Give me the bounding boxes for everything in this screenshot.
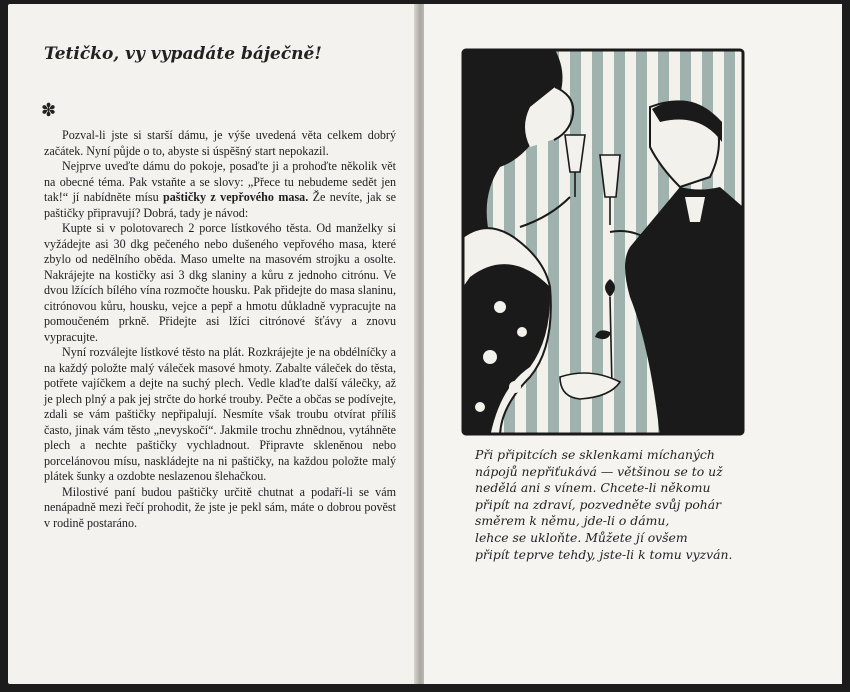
body-text-run: Že nevíte, jak se paštičky připravují? Dobrá, tady je návod: xyxy=(44,190,396,220)
body-text-run: Nejprve uveďte dámu do pokoje, posaďte ji a prohoďte několik vět na obecné téma. Pak vstaňte a se slovy: „Přece tu nebudeme sedět jen tak!“ jí nabídněte mísu xyxy=(44,159,396,204)
caption-line: připít teprve tehdy, jste-li k tomu vyzván. xyxy=(475,546,733,562)
body-paragraph xyxy=(44,159,396,221)
body-text-run: Kupte si v polotovarech 2 porce lístkového těsta. Od manželky si vyžádejte asi 30 dkg pečeného nebo dušeného vepřového masa, které zbylo od nedělního oběda. Maso umelte na masovém strojku a osolte. Nakrájejte na kostičky asi 3 dkg slaniny a kůru z jednoho citrónu. Ve dvou lžících bílého vína rozmočte housku. Pak přidejte do masa slaninu, citrónovou kůru, housku, vejce a pepř a hmotu důkladně vypracujte na pomoučeném prkně. Přidejte asi lžíci citrónové šťávy a znovu vypracujte. xyxy=(44,221,396,344)
body-text-run: Nyní rozválejte lístkové těsto na plát. Rozkrájejte je na obdélníčky a na každý položte malý váleček masové hmoty. Zabalte váleček do těsta, potřete vajíčkem a dejte na suchý plech. Vedle klaďte další válečky, až je plech plný a pak jej strčte do horké trouby. Pečte a občas se podívejte, zdali se vám paštičky nepřipalují. Nesmíte však troubu otvírat příliš často, jinak vám těsto „nevyskočí“. Jakmile trochu zhnědnou, vytáhněte plech a nechte paštičky vychladnout. Připravte skleněnou nebo porcelánovou mísu, naskládejte na ni paštičky, na každou položte malý plátek šunky a ozdobte neslazenou šlehačkou. xyxy=(44,345,396,483)
body-paragraph xyxy=(44,128,396,159)
recipe-body-text xyxy=(44,128,396,531)
body-paragraph xyxy=(44,221,396,345)
body-text-run: Pozval-li jste si starší dámu, je výše uvedená věta celkem dobrý začátek. Nyní půjde o to, abyste si úspěšný start nepokazil. xyxy=(44,128,396,158)
body-text-run: Milostivé paní budou paštičky určitě chutnat a podaří-li se vám nenápadně mezi řečí prohodit, že jste je pekl sám, máte o dobrou pověst v rodině postaráno. xyxy=(44,484,396,530)
flower-ornament-icon: ✽ xyxy=(41,100,57,121)
body-paragraph xyxy=(44,485,396,532)
body-paragraph xyxy=(44,345,396,485)
caption-line: nápojů nepřiťukává — většinou se to už xyxy=(475,463,723,479)
caption-line: lehce se ukloňte. Můžete jí ovšem xyxy=(475,529,688,545)
caption-line: Při připitcích se sklenkami míchaných xyxy=(475,447,715,462)
toast-couple-illustration xyxy=(460,47,746,437)
caption-line: připít na zdraví, pozvedněte svůj pohár xyxy=(475,496,722,512)
caption-line: směrem k němu, jde-li o dámu, xyxy=(475,513,670,529)
caption-line: nedělá ani s vínem. Chcete-li někomu xyxy=(475,480,711,496)
bold-dish-name: paštičky z vepřového masa. xyxy=(163,190,309,204)
illustration-caption xyxy=(475,447,775,563)
chapter-heading: Tetičko, vy vypadáte báječně! xyxy=(44,44,322,64)
